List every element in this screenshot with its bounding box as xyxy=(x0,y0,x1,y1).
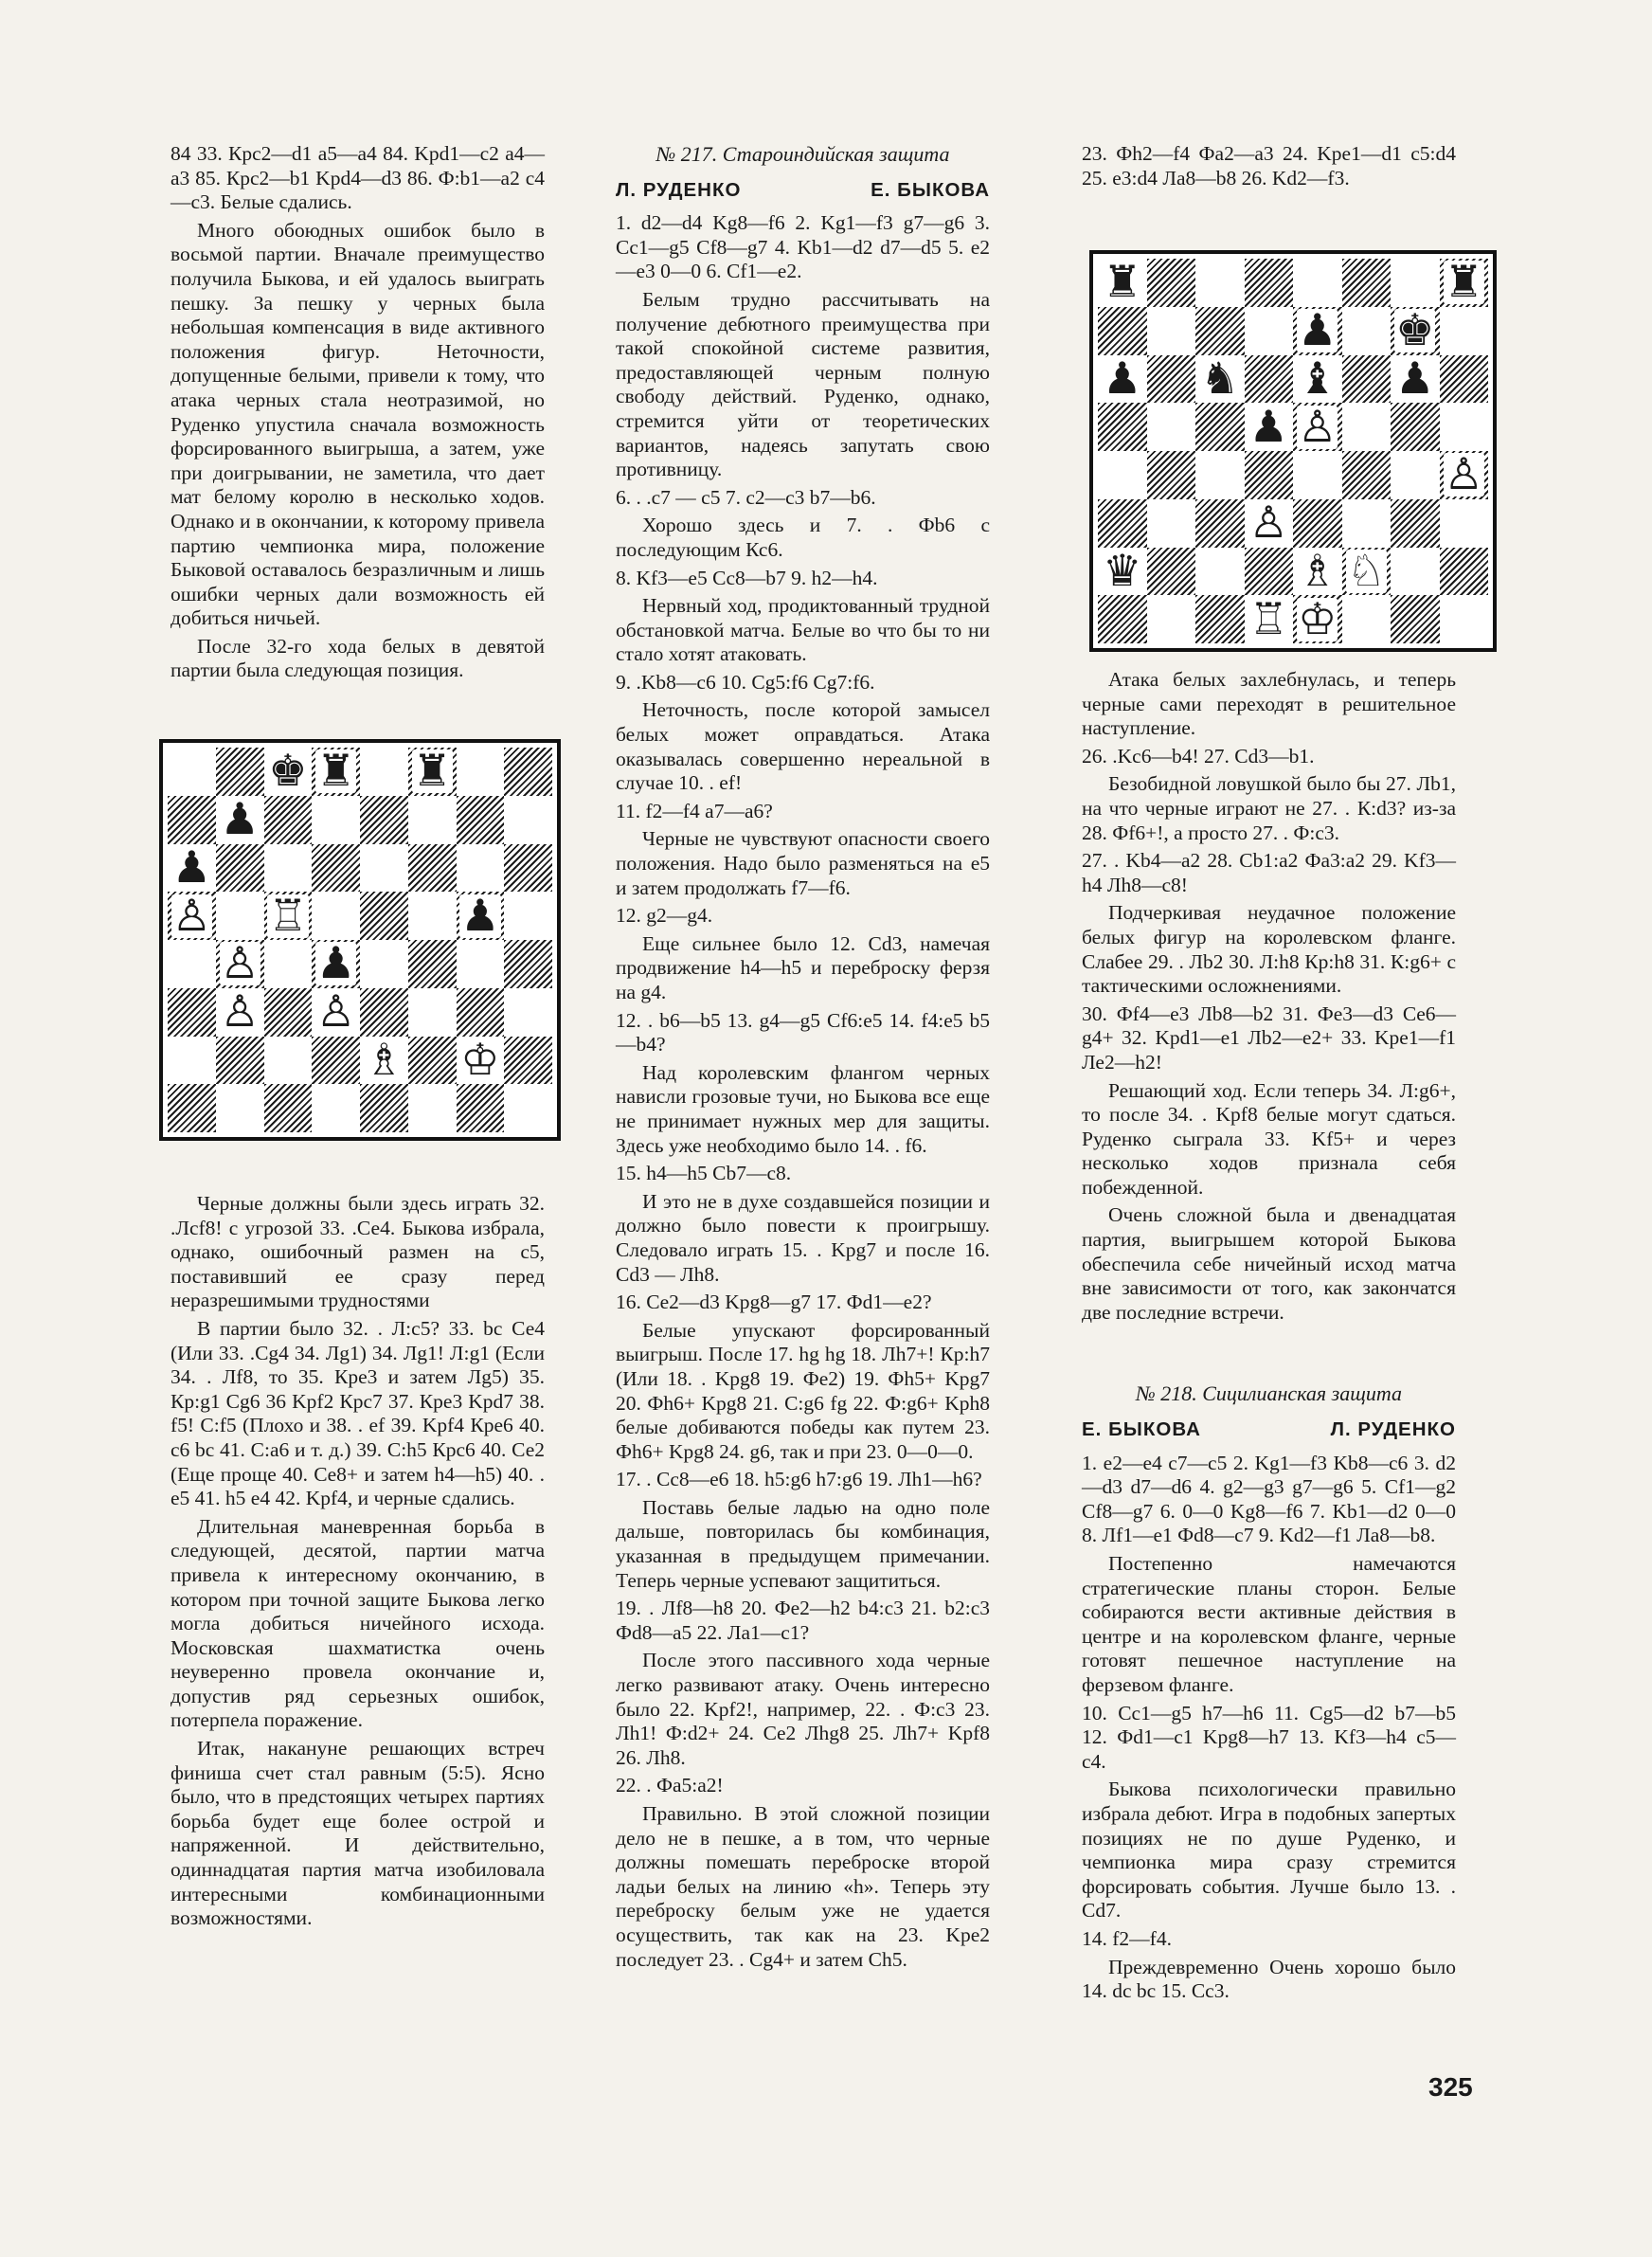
text-paragraph: 12. . b6—b5 13. g4—g5 Cf6:e5 14. f4:e5 b5—b4? xyxy=(616,1008,990,1056)
board-square xyxy=(360,1084,408,1132)
board-square xyxy=(1195,403,1245,451)
chess-diagram-game9 xyxy=(159,739,561,1141)
chess-piece-icon: ♗ xyxy=(1298,546,1338,595)
board-square xyxy=(360,748,408,796)
chess-piece-icon: ♟ xyxy=(1248,402,1288,451)
board-square xyxy=(1293,595,1342,643)
board-square xyxy=(1440,451,1489,499)
board-square xyxy=(1440,403,1489,451)
board-square xyxy=(1342,548,1392,596)
board-square xyxy=(1342,595,1392,643)
white-player: Л. РУДЕНКО xyxy=(616,178,742,201)
chess-piece-icon: ♜ xyxy=(1103,258,1142,307)
chess-piece-icon: ♛ xyxy=(1103,546,1142,595)
chess-piece-icon: ♚ xyxy=(1395,306,1435,355)
text-paragraph: Неточность, после которой замысел белых может оправдаться. Атака оказывалась совершенно нереальной в случае 10. . ef! xyxy=(616,698,990,795)
board-square xyxy=(1195,307,1245,355)
board-square xyxy=(1245,307,1294,355)
text-paragraph: 8. Kf3—e5 Cc8—b7 9. h2—h4. xyxy=(616,566,878,589)
chess-piece-icon: ♘ xyxy=(1346,546,1386,595)
board-square xyxy=(216,796,264,844)
board-square xyxy=(1147,548,1196,596)
board-square xyxy=(360,988,408,1037)
board-square xyxy=(504,796,552,844)
board-square xyxy=(457,940,505,988)
chess-board-grid xyxy=(168,748,552,1132)
board-square xyxy=(312,796,360,844)
board-square xyxy=(457,844,505,893)
board-square xyxy=(312,1037,360,1085)
board-square xyxy=(408,988,457,1037)
board-square xyxy=(457,892,505,940)
board-square xyxy=(1440,595,1489,643)
chess-piece-icon: ♙ xyxy=(1444,450,1483,499)
text-paragraph: Правильно. В этой сложной позиции дело не в пешке, а в том, что черные должны помешать переброске второй ладьи белых на линию «h». Теперь эту переброску белым уже не удается осуществить, так как на 23. Kpe2 последует 23. . Cg4+ и затем Ch5. xyxy=(616,1802,990,1971)
board-square xyxy=(1147,595,1196,643)
chess-diagram-game217 xyxy=(1089,250,1497,652)
text-paragraph: 11. f2—f4 a7—a6? xyxy=(616,799,773,822)
board-square xyxy=(312,892,360,940)
text-paragraph: 14. f2—f4. xyxy=(1082,1926,1172,1950)
board-square xyxy=(168,1084,216,1132)
board-square xyxy=(1293,499,1342,548)
players-line xyxy=(1082,1417,1456,1442)
board-square xyxy=(1440,259,1489,307)
text-paragraph: Еще сильнее было 12. Cd3, намечая продвижение h4—h5 и переброску ферзя на g4. xyxy=(616,931,990,1003)
chess-piece-icon: ♟ xyxy=(1103,353,1142,403)
text-paragraph: 1. d2—d4 Kg8—f6 2. Kg1—f3 g7—g6 3. Cc1—g5 Cf8—g7 4. Kb1—d2 d7—d5 5. e2—e3 0—0 6. Cf1—e2. xyxy=(616,211,990,283)
text-paragraph: Нервный ход, продиктованный трудной обстановкой матча. Белые во что бы то ни стало хотят атаковать. xyxy=(616,594,990,666)
text-paragraph: Преждевременно Очень хорошо было 14. dc bc 15. Cc3. xyxy=(1082,1955,1456,2003)
board-square xyxy=(1391,548,1440,596)
board-square xyxy=(1147,307,1196,355)
board-square xyxy=(1195,259,1245,307)
board-square xyxy=(408,1037,457,1085)
chess-piece-icon: ♔ xyxy=(460,1035,500,1084)
text-paragraph: Безобидной ловушкой было бы 27. Лb1, на что черные играют не 27. . К:d3? из-за 28. Фf6+!, а просто 27. . Ф:с3. xyxy=(1082,772,1456,844)
board-square xyxy=(1391,595,1440,643)
text-paragraph: 16. Ce2—d3 Kpg8—g7 17. Фd1—e2? xyxy=(616,1291,932,1314)
board-square xyxy=(360,1037,408,1085)
chess-piece-icon: ♗ xyxy=(364,1035,404,1084)
chess-piece-icon: ♙ xyxy=(220,939,260,988)
board-square xyxy=(1440,499,1489,548)
text-paragraph: 26. .Kc6—b4! 27. Cd3—b1. xyxy=(1082,744,1315,767)
board-square xyxy=(1147,259,1196,307)
board-square xyxy=(408,748,457,796)
text-paragraph: 22. . Фa5:a2! xyxy=(616,1774,724,1797)
board-square xyxy=(264,988,313,1037)
text-paragraph: 27. . Kb4—a2 28. Cb1:a2 Фа3:a2 29. Kf3—h4 Лh8—c8! xyxy=(1082,849,1456,896)
board-square xyxy=(504,940,552,988)
board-square xyxy=(1391,259,1440,307)
text-paragraph: 12. g2—g4. xyxy=(616,904,713,928)
board-square xyxy=(168,748,216,796)
text-paragraph: 10. Cc1—g5 h7—h6 11. Cg5—d2 b7—b5 12. Фd1—c1 Kpg8—h7 13. Kf3—h4 c5—c4. xyxy=(1082,1701,1456,1773)
text-paragraph: 1. e2—e4 c7—c5 2. Kg1—f3 Kb8—c6 3. d2—d3 d7—d6 4. g2—g3 g7—g6 5. Cf1—g2 Cf8—g7 6. 0—0 Kg8—f6 7. Kb1—d2 0—0 8. Лf1—e1 Фd8—c7 9. Kd2—f1 Ла8—b8. xyxy=(1082,1451,1456,1547)
board-square xyxy=(1440,548,1489,596)
board-square xyxy=(1245,451,1294,499)
board-square xyxy=(504,1037,552,1085)
board-square xyxy=(360,844,408,893)
chess-piece-icon: ♟ xyxy=(316,939,356,988)
board-square xyxy=(360,796,408,844)
text-paragraph: Много обоюдных ошибок было в восьмой партии. Вначале преимущество получила Быкова, и ей удалось выиграть пешку. За пешку у черных была небольшая компенсация в виде активного положения фигур. Неточности, допущенные белыми, привели к тому, что атака черных стала неотразимой, но Руденко упустила сначала возможность форсированного выигрыша, а затем, уже при доигрывании, не заметила, что дает мат белому королю в несколько ходов. Однако и в окончании, к которому привела партию чемпионка мира, положение Быковой оставалось безразличным и лишь ошибки черных дали возможность ей добиться ничьей. xyxy=(171,218,545,630)
text-paragraph: Итак, накануне решающих встреч финиша счет стал равным (5:5). Ясно было, что в предстоящих четырех партиях борьба будет еще более острой и напряженной. И действительно, одиннадцатая партия матча изобиловала интересными комбинационными возможностями. xyxy=(171,1737,545,1930)
board-square xyxy=(1293,548,1342,596)
game-annotations xyxy=(1082,668,1456,1325)
text-paragraph: Белым трудно рассчитывать на получение дебютного преимущества при такой спокойной системе развития, предоставляющей черным полную свободу действий. Руденко, однако, стремится уйти от теоретических вариантов, надеясь запутать свою противницу. xyxy=(616,287,990,481)
board-square xyxy=(216,940,264,988)
board-square xyxy=(1098,595,1147,643)
board-square xyxy=(1342,451,1392,499)
board-square xyxy=(1342,355,1392,404)
board-square xyxy=(457,1037,505,1085)
column-left xyxy=(171,142,545,687)
board-square xyxy=(264,748,313,796)
board-square xyxy=(1440,307,1489,355)
board-square xyxy=(1195,499,1245,548)
board-square xyxy=(408,796,457,844)
board-square xyxy=(216,1037,264,1085)
board-square xyxy=(1293,451,1342,499)
board-square xyxy=(1391,355,1440,404)
text-paragraph: После этого пассивного хода черные легко развивают атаку. Очень интересно было 22. Kpf2!, например, 22. . Ф:с3 23. Лh1! Ф:d2+ 24. Ce2 Лhg8 25. Лh7+ Kpf8 26. Лh8. xyxy=(616,1649,990,1769)
text-paragraph: Длительная маневренная борьба в следующей, десятой, партии матча привела к интересному окончанию, в котором при точной защите Быкова легко могла добиться ничейного исхода. Московская шахматистка очень неуверенно провела окончание и, допустив ряд серьезных ошибок, потерпела поражение. xyxy=(171,1514,545,1732)
board-square xyxy=(504,844,552,893)
board-square xyxy=(216,1084,264,1132)
board-square xyxy=(360,892,408,940)
board-square xyxy=(1098,355,1147,404)
board-square xyxy=(1098,259,1147,307)
board-square xyxy=(168,988,216,1037)
board-square xyxy=(264,796,313,844)
text-paragraph: Решающий ход. Если теперь 34. Л:g6+, то после 34. . Kpf8 белые могут сдаться. Руденко сыграла 33. Kf5+ и через несколько ходов признала себя побежденной. xyxy=(1082,1078,1456,1199)
board-square xyxy=(1195,355,1245,404)
page-number: 325 xyxy=(1428,2072,1473,2102)
text-paragraph: Постепенно намечаются стратегические планы сторон. Белые собираются вести активные действия в центре и на королевском фланге, черные готовят пешечное наступление на ферзевом фланге. xyxy=(1082,1552,1456,1696)
black-player: Е. БЫКОВА xyxy=(871,178,990,201)
board-square xyxy=(457,748,505,796)
text-paragraph: Очень сложной была и двенадцатая партия, выигрышем которой Быкова обеспечила себе ничейный исход матча вне зависимости от того, как закончатся две последние встречи. xyxy=(1082,1203,1456,1324)
chess-piece-icon: ♜ xyxy=(316,747,356,796)
text-paragraph: И это не в духе создавшейся позиции и должно было повести к проигрышу. Следовало играть 15. . Kpg7 и после 16. Cd3 — Лh8. xyxy=(616,1189,990,1286)
text-paragraph: Над королевским флангом черных нависли грозовые тучи, но Быкова все еще не принимает нужных мер для защиты. Здесь уже необходимо было 14. . f6. xyxy=(616,1060,990,1157)
text-paragraph: 84 33. Крс2—d1 а5—а4 84. Kpd1—c2 a4—a3 85. Крс2—b1 Kpd4—d3 86. Ф:b1—a2 c4—c3. Белые сдались. xyxy=(171,142,545,214)
board-square xyxy=(1147,451,1196,499)
board-square xyxy=(1391,403,1440,451)
game-218 xyxy=(1082,1381,1456,2003)
board-square xyxy=(1245,259,1294,307)
text-paragraph: Хорошо здесь и 7. . Фb6 с последующим Кс6. xyxy=(616,514,990,561)
chess-piece-icon: ♜ xyxy=(412,747,452,796)
board-square xyxy=(312,988,360,1037)
board-square xyxy=(1293,307,1342,355)
board-square xyxy=(168,940,216,988)
board-square xyxy=(504,892,552,940)
text-paragraph: 9. .Kb8—c6 10. Cg5:f6 Cg7:f6. xyxy=(616,670,875,694)
chess-piece-icon: ♖ xyxy=(1248,594,1288,643)
chess-piece-icon: ♙ xyxy=(316,987,356,1037)
text-paragraph: 23. Фh2—f4 Фa2—a3 24. Kpe1—d1 c5:d4 25. e3:d4 Ла8—b8 26. Kd2—f3. xyxy=(1082,142,1456,190)
board-square xyxy=(504,988,552,1037)
board-square xyxy=(216,892,264,940)
board-square xyxy=(1342,499,1392,548)
board-square xyxy=(312,1084,360,1132)
board-square xyxy=(312,844,360,893)
text-paragraph: 6. . .c7 — c5 7. c2—c3 b7—b6. xyxy=(616,485,876,509)
board-square xyxy=(457,988,505,1037)
chess-board-grid xyxy=(1098,259,1488,643)
game-annotations xyxy=(616,211,990,1972)
board-square xyxy=(312,940,360,988)
board-square xyxy=(1098,451,1147,499)
chess-piece-icon: ♙ xyxy=(220,987,260,1037)
board-square xyxy=(1245,403,1294,451)
board-square xyxy=(1342,403,1392,451)
board-square xyxy=(1195,451,1245,499)
board-square xyxy=(408,892,457,940)
board-square xyxy=(1440,355,1489,404)
chess-piece-icon: ♝ xyxy=(1298,353,1338,403)
board-square xyxy=(1293,259,1342,307)
board-square xyxy=(168,892,216,940)
board-square xyxy=(1293,355,1342,404)
board-square xyxy=(1245,499,1294,548)
chess-piece-icon: ♟ xyxy=(460,891,500,940)
board-square xyxy=(1147,403,1196,451)
board-square xyxy=(264,892,313,940)
game-title: № 218. Сицилианская защита xyxy=(1135,1381,1402,1406)
chess-piece-icon: ♖ xyxy=(268,891,308,940)
board-square xyxy=(1098,403,1147,451)
board-square xyxy=(1195,548,1245,596)
board-square xyxy=(504,748,552,796)
text-paragraph: Поставь белые ладью на одно поле дальше, повторилась бы комбинация, указанная в предыдущем примечании. Теперь черные успевают защититься. xyxy=(616,1495,990,1592)
chess-piece-icon: ♟ xyxy=(171,842,211,892)
board-square xyxy=(1098,548,1147,596)
board-square xyxy=(1391,451,1440,499)
board-square xyxy=(1245,595,1294,643)
board-square xyxy=(1098,499,1147,548)
board-square xyxy=(168,796,216,844)
column-middle xyxy=(616,142,990,1976)
board-square xyxy=(264,1084,313,1132)
board-square xyxy=(1147,499,1196,548)
text-paragraph: В партии было 32. . Л:с5? 33. bc Се4 (Или 33. .Cg4 34. Лg1) 34. Лg1! Л:g1 (Если 34. . Лf8, то 35. Крe3 и затем Лg5) 35. Кр:g1 Cg6 36 Kpf2 Крс7 37. Кре3 Kpd7 38. f5! C:f5 (Плохо и 38. . ef 39. Kpf4 Крe6 40. c6 bc 41. С:а6 и т. д.) 39. C:h5 Крс6 40. Се2 (Еще проще 40. Ce8+ и затем h4—h5) 40. . e5 41. h5 e4 42. Kpf4, и черные сдались. xyxy=(171,1316,545,1510)
board-square xyxy=(312,748,360,796)
text-paragraph: 17. . Cc8—e6 18. h5:g6 h7:g6 19. Лh1—h6? xyxy=(616,1468,982,1491)
board-square xyxy=(408,940,457,988)
chess-piece-icon: ♙ xyxy=(171,891,211,940)
board-square xyxy=(1342,307,1392,355)
board-square xyxy=(504,1084,552,1132)
players-line xyxy=(616,178,990,203)
text-paragraph: Белые упускают форсированный выигрыш. После 17. hg hg 18. Лh7+! Кр:h7 (Или 18. . Kpg8 19. Фe2) 19. Фh5+ Kpg7 20. Фh6+ Kpg8 21. С:g6 fg 22. Ф:g6+ Kph8 белые добиваются победы как путем 23. Фh6+ Kpg8 24. g6, так и при 23. 0—0—0. xyxy=(616,1318,990,1463)
board-square xyxy=(264,940,313,988)
chess-piece-icon: ♞ xyxy=(1200,353,1240,403)
chess-piece-icon: ♟ xyxy=(1395,353,1435,403)
board-square xyxy=(264,844,313,893)
chess-piece-icon: ♟ xyxy=(1298,306,1338,355)
chess-piece-icon: ♙ xyxy=(1248,498,1288,548)
text-paragraph: 19. . Лf8—h8 20. Фe2—h2 b4:c3 21. b2:c3 Фd8—a5 22. Ла1—c1? xyxy=(616,1597,990,1644)
text-paragraph: После 32-го хода белых в девятой партии была следующая позиция. xyxy=(171,634,545,682)
board-square xyxy=(408,844,457,893)
board-square xyxy=(457,1084,505,1132)
column-left-bottom xyxy=(171,1192,545,1935)
board-square xyxy=(1245,548,1294,596)
chess-piece-icon: ♚ xyxy=(268,747,308,796)
board-square xyxy=(168,844,216,893)
board-square xyxy=(360,940,408,988)
black-player: Л. РУДЕНКО xyxy=(1330,1418,1456,1441)
board-square xyxy=(264,1037,313,1085)
text-paragraph: 30. Фf4—e3 Лb8—b2 31. Фe3—d3 Ce6—g4+ 32. Kpd1—e1 Лb2—e2+ 33. Kpe1—f1 Ле2—h2! xyxy=(1082,1002,1456,1074)
column-right xyxy=(1082,142,1456,194)
board-square xyxy=(457,796,505,844)
board-square xyxy=(216,988,264,1037)
board-square xyxy=(168,1037,216,1085)
chess-piece-icon: ♜ xyxy=(1444,258,1483,307)
board-square xyxy=(1391,307,1440,355)
board-square xyxy=(216,748,264,796)
game-title: № 217. Староиндийская защита xyxy=(655,142,950,166)
board-square xyxy=(1098,307,1147,355)
game-annotations xyxy=(1082,1452,1456,2004)
text-paragraph: Атака белых захлебнулась, и теперь черные сами переходят в решительное наступление. xyxy=(1082,668,1456,740)
text-paragraph: Черные должны были здесь играть 32. .Лcf8! с угрозой 33. .Се4. Быкова избрала, однако, ошибочный размен на с5, поставивший ее сразу перед неразрешимыми трудностями xyxy=(171,1192,545,1312)
chess-piece-icon: ♟ xyxy=(220,795,260,844)
board-square xyxy=(408,1084,457,1132)
text-paragraph: Быкова психологически правильно избрала дебют. Игра в подобных запертых позициях не по душе Руденко, и чемпионка мира сразу стремится форсировать события. Лучше было 13. . Cd7. xyxy=(1082,1778,1456,1923)
board-square xyxy=(1293,403,1342,451)
board-square xyxy=(1342,259,1392,307)
board-square xyxy=(1147,355,1196,404)
chess-piece-icon: ♙ xyxy=(1298,402,1338,451)
text-paragraph: Черные не чувствуют опасности своего положения. Надо было разменяться на е5 и затем продолжать f7—f6. xyxy=(616,827,990,899)
board-square xyxy=(216,844,264,893)
board-square xyxy=(1245,355,1294,404)
board-square xyxy=(1391,499,1440,548)
white-player: Е. БЫКОВА xyxy=(1082,1418,1201,1441)
text-paragraph: 15. h4—h5 Cb7—c8. xyxy=(616,1162,792,1185)
text-paragraph: Подчеркивая неудачное положение белых фигур на королевском фланге. Слабее 29. . Лb2 30. Л:h8 Кр:h8 31. К:g6+ с тактическими осложнениями. xyxy=(1082,901,1456,998)
board-square xyxy=(1195,595,1245,643)
column-right-bottom xyxy=(1082,668,1456,2008)
chess-piece-icon: ♔ xyxy=(1298,594,1338,643)
